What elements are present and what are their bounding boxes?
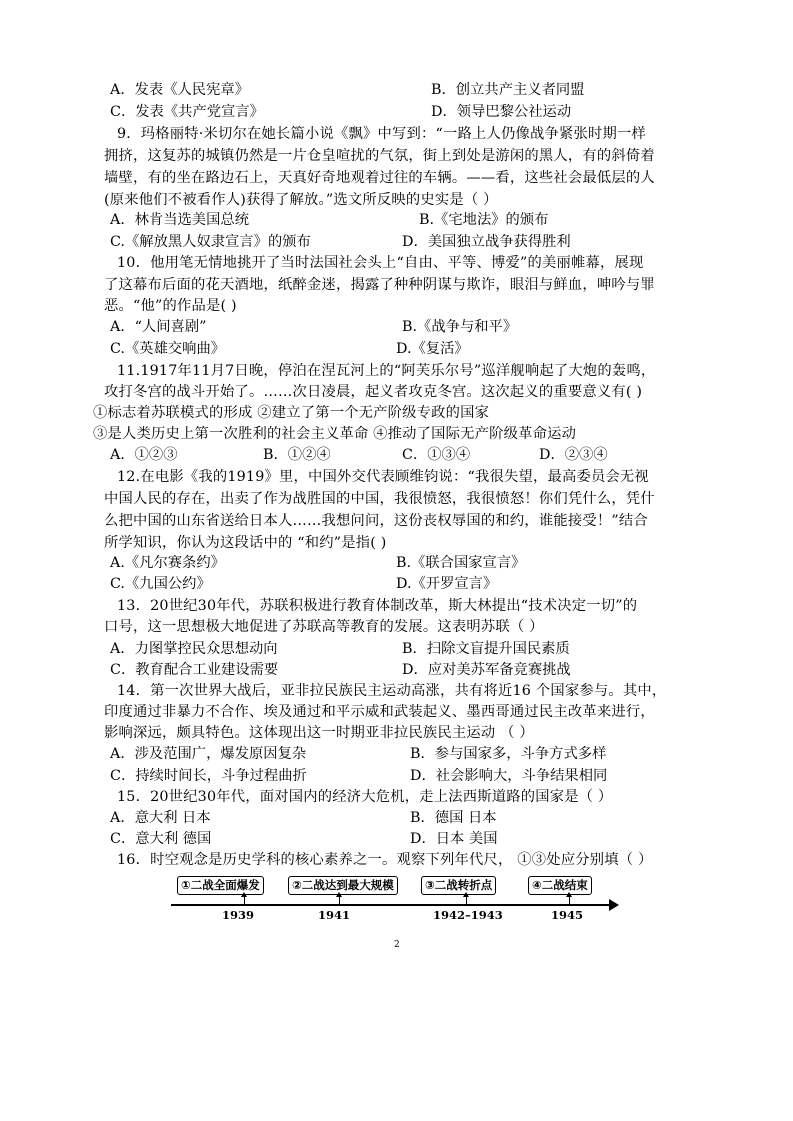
q8-option-c: C．发表《共产党宣言》 — [110, 104, 264, 120]
q8-option-a: A．发表《人民宪章》 — [110, 82, 249, 98]
timeline-tick-arrow-icon — [463, 892, 469, 897]
timeline-event-box: ②二战达到最大规模 — [288, 876, 398, 895]
q10-option-b: B.《战争与和平》 — [402, 319, 518, 335]
q12-option-c: C.《九国公约》 — [110, 576, 211, 592]
q13-option-a: A．力图掌控民众思想动向 — [110, 641, 278, 657]
q15-option-b: B．德国 日本 — [410, 810, 497, 826]
q9-stem-line: 墙壁，有的坐在路边石上，天真好奇地观着过往的车辆。——看，这些社会最低层的人 — [104, 170, 655, 186]
q11-option-d: D．②③④ — [539, 447, 608, 463]
timeline-event-box: ③二战转折点 — [421, 876, 496, 895]
timeline-year: 1941 — [318, 908, 351, 922]
q8-option-b: B．创立共产主义者同盟 — [431, 82, 585, 98]
q12-stem-line: 12.在电影《我的1919》里，中国外交代表顾维钧说：“我很失望，最高委员会无视 — [117, 469, 649, 485]
q9-stem-line: 拥挤，这复苏的城镇仍然是一片仓皇喧扰的气氛，街上到处是游闲的黑人，有的斜倚着 — [104, 148, 655, 164]
q12-stem-line: 所学知识，你认为这段话中的 “和约”是指( ) — [104, 535, 387, 551]
timeline-event-box: ④二战结束 — [528, 876, 592, 895]
q11-option-c: C．①③④ — [402, 447, 471, 463]
q14-stem-line: 14．第一次世界大战后，亚非拉民族民主运动高涨，共有将近16 个国家参与。其中， — [117, 683, 667, 699]
q9-stem-line: 9．玛格丽特·米切尔在她长篇小说《飘》中写到：“一路上人仍像战争紧张时期一样 — [117, 126, 646, 142]
q13-option-d: D．应对美苏军备竞赛挑战 — [402, 662, 571, 678]
q13-option-c: C．教育配合工业建设需要 — [110, 662, 279, 678]
q9-option-a: A．林肯当选美国总统 — [110, 212, 249, 228]
timeline-figure — [171, 872, 623, 922]
q11-stem-line: 11.1917年11月7日晚，停泊在涅瓦河上的“阿芙乐尔号”巡洋舰响起了大炮的轰鸣， — [117, 363, 656, 379]
q12-option-b: B.《联合国家宣言》 — [396, 555, 526, 571]
q14-option-d: D．社会影响大，斗争结果相同 — [410, 768, 608, 784]
timeline-tick-arrow-icon — [241, 892, 247, 897]
q12-stem-line: 中国人民的存在，出卖了作为战胜国的中国，我很愤怒，我很愤怒！你们凭什么，凭什 — [104, 491, 655, 507]
page-number: 2 — [394, 940, 400, 950]
q16-stem-line: 16．时空观念是历史学科的核心素养之一。观察下列年代尺， ①③处应分别填（ ） — [117, 852, 653, 868]
q12-stem-line: 么把中国的山东省送给日本人……我想问问，这份丧权辱国的和约，谁能接受！”结合 — [104, 513, 648, 529]
q9-option-d: D．美国独立战争获得胜利 — [402, 234, 571, 250]
q15-stem-line: 15．20世纪30年代，面对国内的经济大危机，走上法西斯道路的国家是（ ） — [117, 789, 613, 805]
q14-option-c: C．持续时间长，斗争过程曲折 — [110, 768, 307, 784]
q11-statement-line: ③是人类历史上第一次胜利的社会主义革命 ④推动了国际无产阶级革命运动 — [93, 426, 577, 442]
q12-option-d: D.《开罗宣言》 — [396, 576, 498, 592]
q9-option-c: C.《解放黑人奴隶宣言》的颁布 — [110, 234, 311, 250]
timeline-arrow-icon — [609, 899, 619, 911]
q15-option-c: C．意大利 德国 — [110, 831, 212, 847]
timeline-tick-arrow-icon — [336, 892, 342, 897]
q10-option-a: A．“人间喜剧” — [110, 319, 207, 335]
q11-option-b: B．①②④ — [263, 447, 331, 463]
q11-statement-line: ①标志着苏联模式的形成 ②建立了第一个无产阶级专政的国家 — [93, 405, 490, 421]
q10-option-d: D.《复活》 — [396, 341, 469, 357]
timeline-year: 1939 — [222, 908, 255, 922]
q15-option-d: D．日本 美国 — [410, 831, 498, 847]
q9-option-b: B.《宅地法》的颁布 — [419, 212, 549, 228]
timeline-year: 1942–1943 — [433, 908, 503, 922]
q13-stem-line: 口号，这一思想极大地促进了苏联高等教育的发展。这表明苏联（ ） — [104, 619, 544, 635]
q8-option-d: D．领导巴黎公社运动 — [431, 104, 572, 120]
q13-stem-line: 13．20世纪30年代，苏联积极进行教育体制改革，斯大林提出“技术决定一切”的 — [117, 598, 638, 614]
q9-stem-line: (原来他们不被看作人)获得了解放。”选文所反映的史实是（ ） — [104, 192, 498, 208]
q14-stem-line: 印度通过非暴力不合作、埃及通过和平示威和武装起义、墨西哥通过民主改革来进行， — [104, 704, 655, 720]
q14-stem-line: 影响深远，颇具特色。这体现出这一时期亚非拉民族民主运动 （ ） — [104, 725, 534, 741]
q14-option-b: B．参与国家多，斗争方式多样 — [410, 746, 607, 762]
q13-option-b: B．扫除文盲提升国民素质 — [402, 641, 570, 657]
q10-stem-line: 恶。“他”的作品是( ) — [104, 298, 237, 314]
q11-stem-line: 攻打冬宫的战斗开始了。……次日凌晨，起义者攻克冬宫。这次起义的重要意义有( ) — [104, 384, 643, 400]
timeline-tick-arrow-icon — [566, 892, 572, 897]
q10-stem-line: 了这幕布后面的花天酒地，纸醉金迷，揭露了种种阴谋与欺诈，眼泪与鲜血，呻吟与罪 — [104, 277, 655, 293]
q10-option-c: C.《英雄交响曲》 — [110, 341, 226, 357]
q10-stem-line: 10．他用笔无情地挑开了当时法国社会头上“自由、平等、博爱”的美丽帷幕，展现 — [117, 255, 644, 271]
timeline-event-box: ①二战全面爆发 — [177, 876, 264, 895]
timeline-axis — [171, 904, 611, 906]
timeline-year: 1945 — [551, 908, 584, 922]
q14-option-a: A．涉及范围广，爆发原因复杂 — [110, 746, 307, 762]
q11-option-a: A．①②③ — [110, 447, 178, 463]
q12-option-a: A.《凡尔赛条约》 — [110, 555, 225, 571]
q15-option-a: A．意大利 日本 — [110, 810, 211, 826]
